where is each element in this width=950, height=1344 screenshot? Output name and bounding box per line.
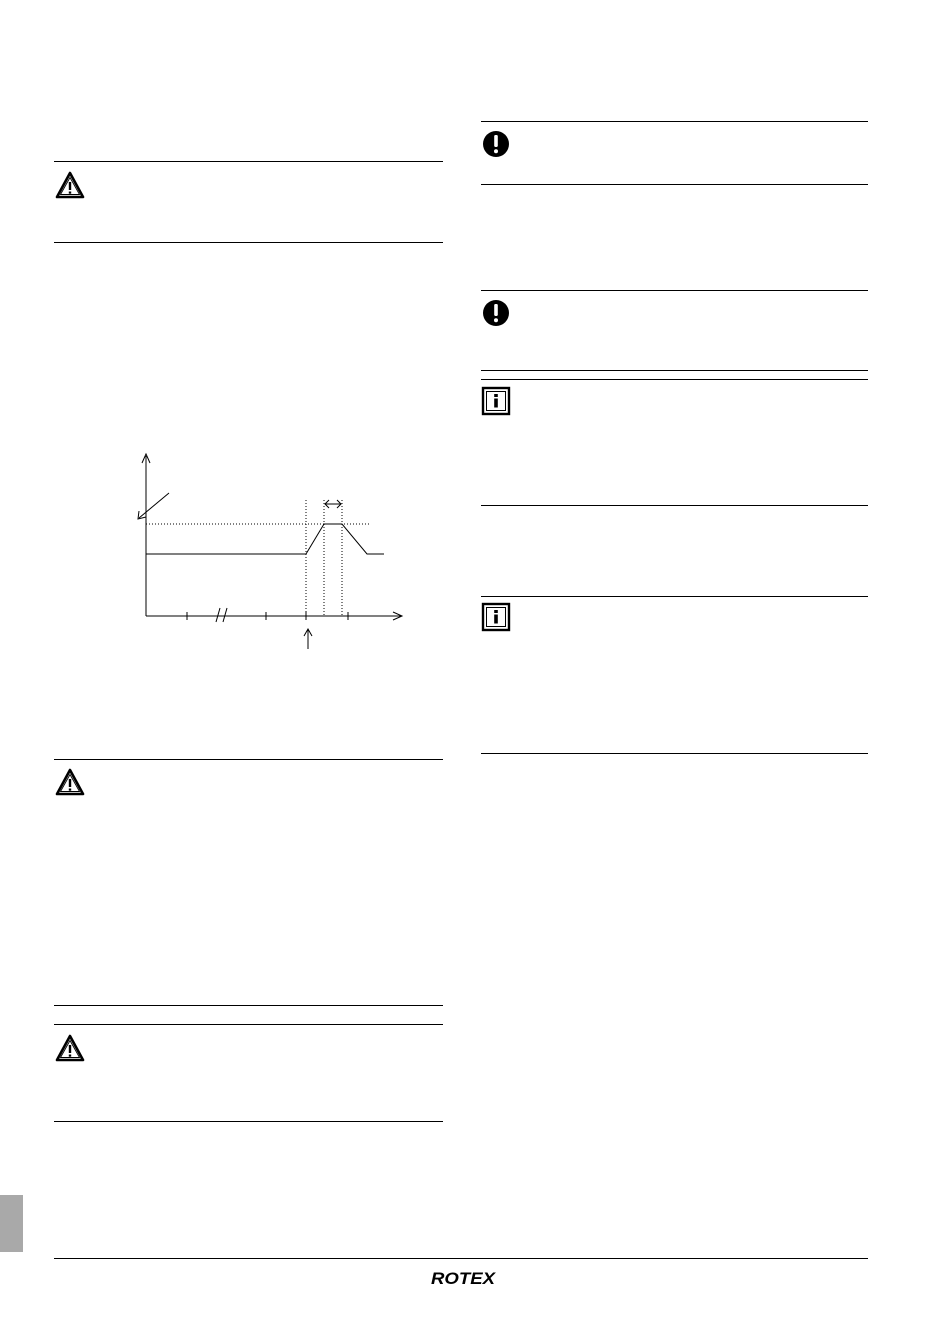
- timing-diagram: [125, 448, 415, 663]
- y-axis-pointer: [139, 493, 169, 518]
- warning-triangle-icon: [55, 171, 85, 201]
- exclamation-circle-icon: [481, 129, 511, 159]
- right-rule-top-2: [481, 290, 868, 291]
- x-axis: [146, 608, 402, 622]
- info-square-icon: [481, 602, 511, 632]
- right-rule-bottom-3: [481, 505, 868, 506]
- left-rule-bottom-2: [54, 1005, 443, 1006]
- event-arrow: [304, 629, 312, 649]
- chapter-side-tab: [0, 1195, 23, 1252]
- signal-curve: [146, 524, 384, 554]
- right-rule-bottom-4: [481, 753, 868, 754]
- exclamation-circle-icon: [481, 298, 511, 328]
- duration-double-arrow: [325, 500, 341, 508]
- right-rule-top-1: [481, 121, 868, 122]
- left-rule-top-1: [54, 161, 443, 162]
- brand-text: ROTEX: [431, 1269, 497, 1288]
- rotex-logo: [428, 1268, 498, 1288]
- y-axis: [142, 454, 150, 616]
- left-rule-bottom-3: [54, 1121, 443, 1122]
- right-rule-top-4: [481, 596, 868, 597]
- left-rule-top-3: [54, 1024, 443, 1025]
- warning-triangle-icon: [55, 768, 85, 798]
- info-square-icon: [481, 386, 511, 416]
- warning-triangle-icon: [55, 1034, 85, 1064]
- left-rule-top-2: [54, 759, 443, 760]
- right-rule-bottom-2: [481, 370, 868, 371]
- footer-rule: [54, 1258, 868, 1259]
- right-rule-bottom-1: [481, 184, 868, 185]
- left-rule-bottom-1: [54, 242, 443, 243]
- right-rule-top-3: [481, 379, 868, 380]
